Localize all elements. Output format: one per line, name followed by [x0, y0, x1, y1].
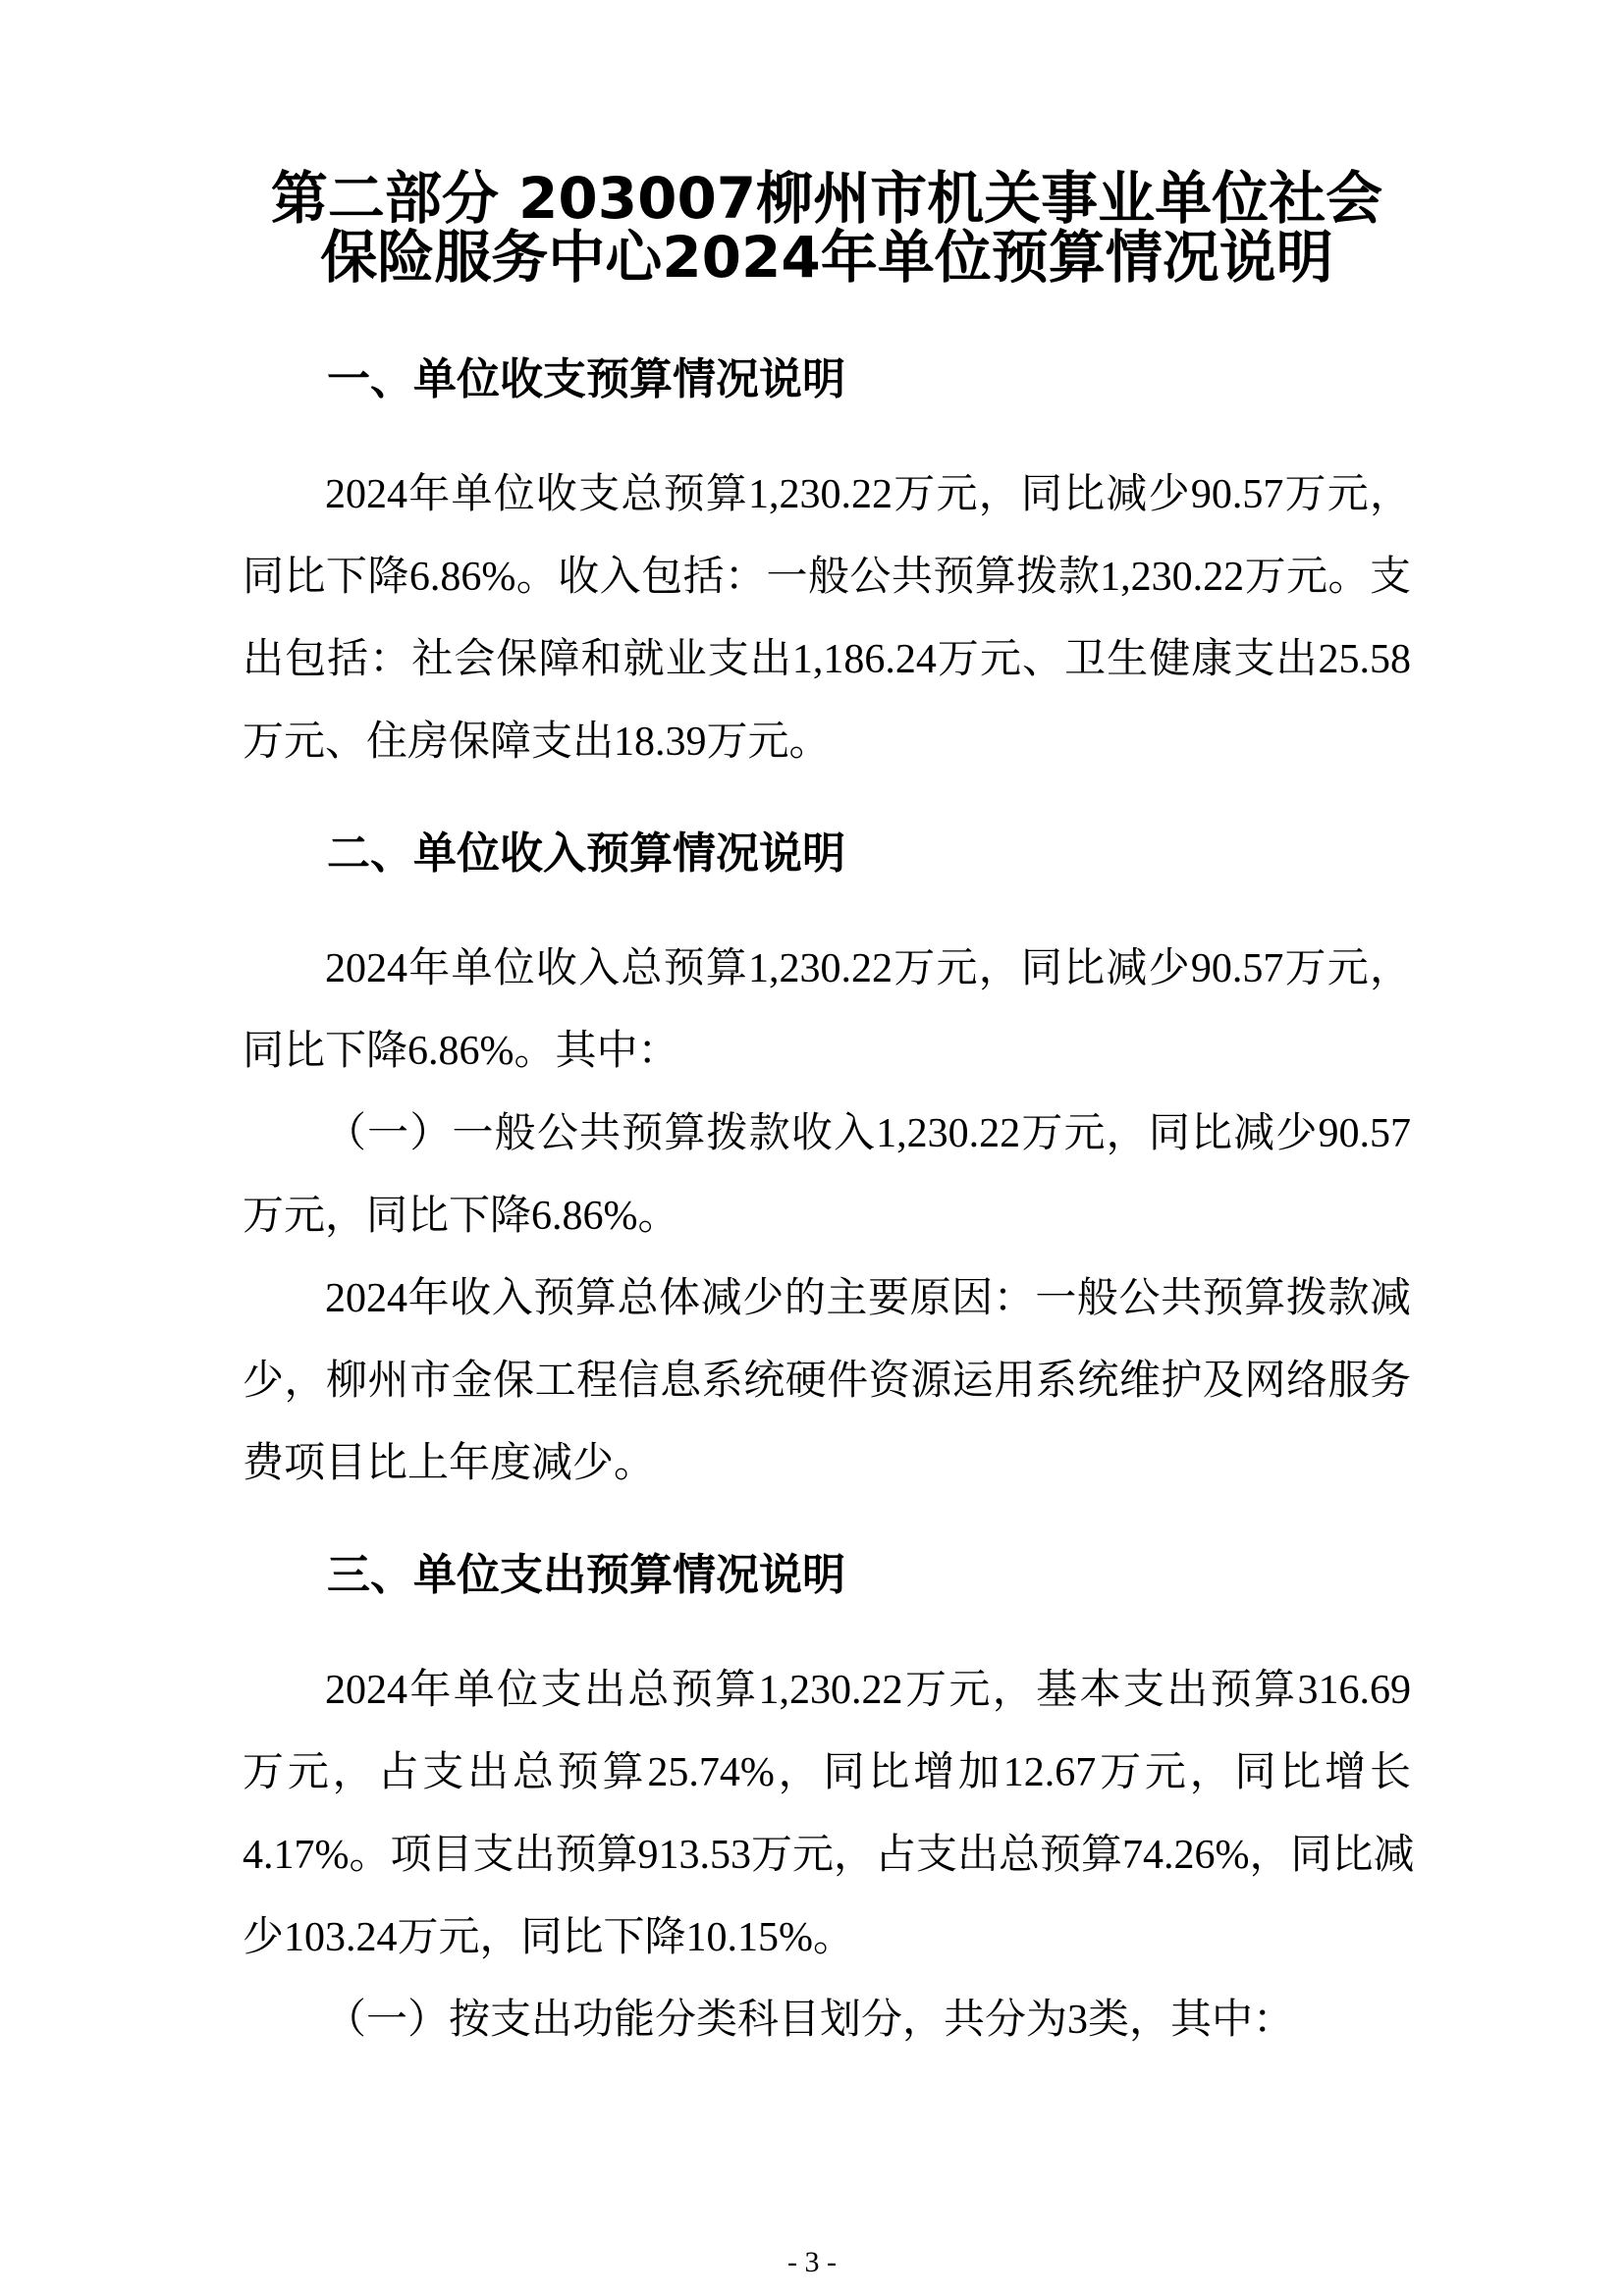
text-line: 2024年收入预算总体减少的主要原因：一般公共预算拨款减 — [325, 1276, 1411, 1321]
text-line: （一）一般公共预算拨款收入1,230.22万元，同比减少90.57 — [325, 1111, 1411, 1156]
paragraph — [243, 1979, 1411, 2061]
paragraph — [243, 1649, 1415, 1979]
section-heading: 三、单位支出预算情况说明 — [327, 1550, 845, 1600]
document-body — [243, 339, 1415, 2061]
paragraph — [243, 1093, 1411, 1257]
section-income — [243, 813, 1411, 1505]
title-line: 第二部分 203007柳州市机关事业单位社会 — [270, 165, 1383, 232]
text-line: 2024年单位收入总预算1,230.22万元，同比减少90.57万元， — [325, 946, 1411, 991]
section-heading: 二、单位收入预算情况说明 — [327, 828, 845, 879]
text-line: 万元，占支出总预算25.74%，同比增加12.67万元，同比增长 — [243, 1750, 1411, 1795]
text-line: 出包括：社会保障和就业支出1,186.24万元、卫生健康支出25.58 — [243, 637, 1411, 682]
text-line: 同比下降6.86%。收入包括：一般公共预算拨款1,230.22万元。支 — [243, 555, 1411, 600]
text-line: 费项目比上年度减少。 — [243, 1441, 656, 1486]
text-line: 2024年单位支出总预算1,230.22万元，基本支出预算316.69 — [325, 1668, 1411, 1713]
paragraph — [243, 1257, 1411, 1505]
text-line: 少，柳州市金保工程信息系统硬件资源运用系统维护及网络服务 — [243, 1359, 1411, 1404]
document-title — [243, 165, 1411, 291]
paragraph — [243, 928, 1411, 1093]
page-number: - 3 - — [787, 2246, 837, 2278]
text-line: 万元，同比下降6.86%。 — [243, 1194, 679, 1239]
text-line: 少103.24万元，同比下降10.15%。 — [243, 1915, 854, 1960]
section-heading: 一、单位收支预算情况说明 — [327, 354, 845, 404]
text-line: 同比下降6.86%。其中： — [243, 1029, 679, 1074]
text-line: 万元、住房保障支出18.39万元。 — [243, 720, 831, 765]
paragraph — [243, 454, 1411, 783]
text-line: 2024年单位收支总预算1,230.22万元，同比减少90.57万元， — [325, 472, 1411, 517]
section-expenditure — [243, 1534, 1415, 2061]
title-line: 保险服务中心2024年单位预算情况说明 — [320, 224, 1333, 291]
section-income-expenditure — [243, 339, 1411, 783]
text-line: （一）按支出功能分类科目划分，共分为3类，其中： — [325, 1998, 1295, 2043]
text-line: 4.17%。项目支出预算913.53万元，占支出总预算74.26%，同比减 — [243, 1833, 1415, 1878]
